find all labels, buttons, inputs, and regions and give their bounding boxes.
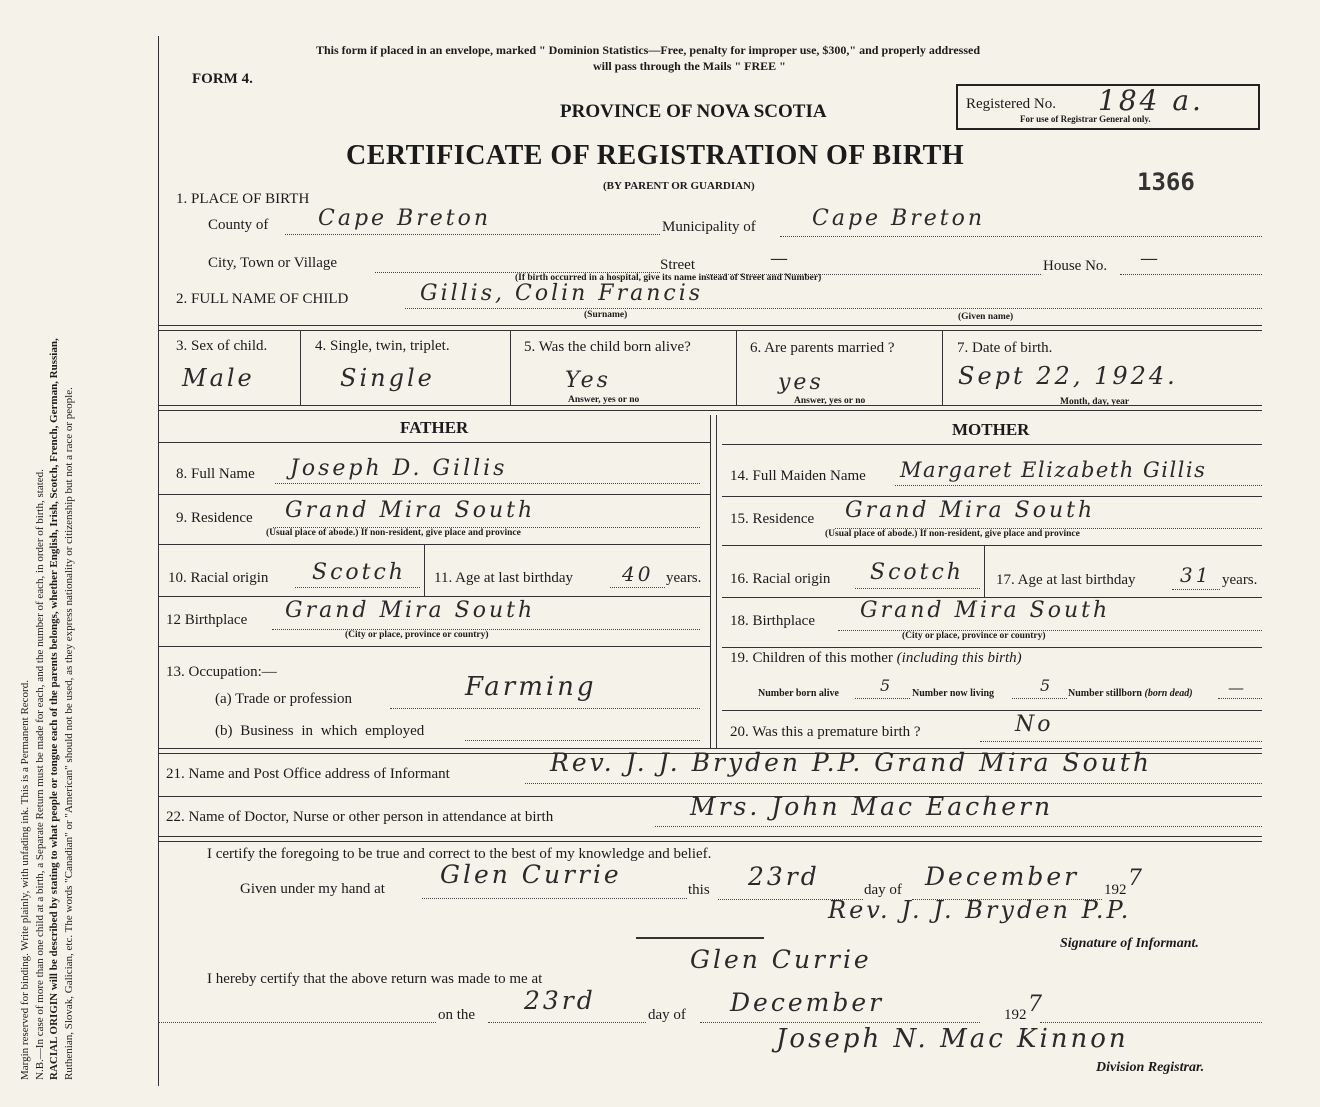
month-value: December xyxy=(925,862,1080,891)
sex-value: Male xyxy=(182,364,255,392)
informant-label: 21. Name and Post Office address of Informant xyxy=(166,766,450,782)
year-suffix: 7 xyxy=(1128,866,1145,891)
margin-line-2: N.B.—In case of more than one child at a birth, a Separate Return must be made for each, and the number of each, in order of birth, stated. xyxy=(33,469,46,1080)
registrar-note: For use of Registrar General only. xyxy=(1020,114,1151,124)
province-title: PROVINCE OF NOVA SCOTIA xyxy=(560,101,827,122)
form-number: FORM 4. xyxy=(192,71,253,87)
registrar-year-prefix: 192 xyxy=(1004,1007,1027,1023)
certify-text: I certify the foregoing to be true and correct to the best of my knowledge and belief. xyxy=(207,846,712,862)
house-label: House No. xyxy=(1043,258,1108,274)
street-label: Street xyxy=(660,257,695,273)
registrar-signature: Joseph N. Mac Kinnon xyxy=(776,1024,1129,1054)
dob-label: 7. Date of birth. xyxy=(957,340,1053,356)
father-name-value: Joseph D. Gillis xyxy=(290,456,508,481)
children-label: 19. Children of this mother (including this birth) xyxy=(730,650,1022,666)
mother-name-label: 14. Full Maiden Name xyxy=(730,468,866,484)
certificate-title: CERTIFICATE OF REGISTRATION OF BIRTH xyxy=(346,140,965,171)
certificate-subtitle: (BY PARENT OR GUARDIAN) xyxy=(603,180,755,192)
margin-line-4: Ruthenian, Slovak, Galician, etc. The words "Canadian" or "American" should not be used, as they express nationality or citizenship but not a race or people. xyxy=(62,387,75,1080)
mother-years: years. xyxy=(1222,572,1258,588)
mother-name-value: Margaret Elizabeth Gillis xyxy=(900,458,1207,482)
registrar-day-of-label: day of xyxy=(648,1007,686,1023)
day-of-label: day of xyxy=(864,882,902,898)
business-label: (b) Business in which employed xyxy=(215,723,425,739)
municipality-label: Municipality of xyxy=(662,219,756,235)
father-residence-note: (Usual place of abode.) If non-resident, give place and province xyxy=(266,528,521,538)
margin-line-1: Margin reserved for binding. Write plainly, with unfading ink. This is a Permanent Record. xyxy=(19,680,31,1080)
given-place: Glen Currie xyxy=(440,860,622,889)
given-name-note: (Given name) xyxy=(958,312,1014,322)
municipality-value: Cape Breton xyxy=(812,206,986,231)
this-label: this xyxy=(688,882,710,898)
single-label: 4. Single, twin, triplet. xyxy=(315,338,450,354)
registered-number-box xyxy=(956,84,1260,130)
on-the-label: on the xyxy=(438,1007,476,1023)
mother-age-value: 31 xyxy=(1180,563,1212,587)
mother-racial-value: Scotch xyxy=(870,560,964,585)
informant-value: Rev. J. J. Bryden P.P. Grand Mira South xyxy=(550,748,1152,777)
born-alive-label: Number born alive xyxy=(758,688,839,699)
father-name-label: 8. Full Name xyxy=(176,466,255,482)
dob-value: Sept 22, 1924. xyxy=(958,362,1178,390)
registrar-month-value: December xyxy=(730,988,885,1017)
alive-label: 5. Was the child born alive? xyxy=(524,339,691,355)
surname-note: (Surname) xyxy=(584,310,628,320)
sex-label: 3. Sex of child. xyxy=(176,338,268,354)
registrar-signature-label: Division Registrar. xyxy=(1096,1060,1205,1075)
house-value: — xyxy=(1140,248,1161,269)
city-label: City, Town or Village xyxy=(208,255,338,271)
binding-line xyxy=(158,36,159,1086)
father-age-label: 11. Age at last birthday xyxy=(434,570,573,586)
mother-residence-value: Grand Mira South xyxy=(845,498,1096,523)
stillborn-label: Number stillborn (born dead) xyxy=(1068,688,1193,699)
trade-value: Farming xyxy=(465,672,597,702)
mother-heading: MOTHER xyxy=(952,420,1030,439)
mother-racial-label: 16. Racial origin xyxy=(730,571,831,587)
father-residence-label: 9. Residence xyxy=(176,510,253,526)
attendant-value: Mrs. John Mac Eachern xyxy=(690,792,1054,821)
registrar-place: Glen Currie xyxy=(690,945,872,974)
premature-value: No xyxy=(1015,712,1054,737)
father-age-value: 40 xyxy=(622,562,654,586)
married-answer-note: Answer, yes or no xyxy=(794,396,866,406)
registered-label: Registered No. xyxy=(966,96,1056,112)
stamp-number: 1366 xyxy=(1137,168,1195,196)
postal-notice-2: will pass through the Mails " FREE " xyxy=(593,59,786,73)
premature-label: 20. Was this a premature birth ? xyxy=(730,724,921,740)
single-value: Single xyxy=(340,364,435,392)
informant-signature-label: Signature of Informant. xyxy=(1060,936,1199,951)
father-racial-value: Scotch xyxy=(312,560,406,585)
attendant-label: 22. Name of Doctor, Nurse or other person in attendance at birth xyxy=(166,809,554,825)
father-birthplace-label: 12 Birthplace xyxy=(166,612,248,628)
father-birthplace-note: (City or place, province or country) xyxy=(345,630,489,640)
alive-answer-note: Answer, yes or no xyxy=(568,395,640,405)
county-value: Cape Breton xyxy=(318,206,492,231)
father-birthplace-value: Grand Mira South xyxy=(285,598,536,623)
registered-value: 184 a. xyxy=(1098,84,1204,117)
place-section-title: 1. PLACE OF BIRTH xyxy=(176,191,310,207)
registrar-text: I hereby certify that the above return was made to me at xyxy=(207,971,543,987)
living-value: 5 xyxy=(1040,676,1054,695)
year-prefix: 192 xyxy=(1104,882,1127,898)
mother-birthplace-value: Grand Mira South xyxy=(860,598,1111,623)
day-value: 23rd xyxy=(748,862,820,891)
born-alive-value: 5 xyxy=(880,676,894,695)
child-name-label: 2. FULL NAME OF CHILD xyxy=(176,291,349,307)
informant-signature: Rev. J. J. Bryden P.P. xyxy=(828,896,1132,924)
child-name-value: Gillis, Colin Francis xyxy=(420,281,704,306)
father-racial-label: 10. Racial origin xyxy=(168,570,269,586)
married-value: yes xyxy=(778,370,824,395)
given-label: Given under my hand at xyxy=(240,881,385,897)
county-label: County of xyxy=(208,217,269,233)
margin-line-3: RACIAL ORIGIN will be described by stating to what people or tongue each of the parents belongs, whether English, Irish, Scotch, French, German, Russian, xyxy=(48,338,60,1080)
occupation-label: 13. Occupation:— xyxy=(166,664,277,680)
margin-instructions xyxy=(18,30,153,1080)
postal-notice-1: This form if placed in an envelope, marked " Dominion Statistics—Free, penalty for improper use, $300," and properly addressed xyxy=(316,43,981,57)
living-label: Number now living xyxy=(912,688,995,699)
registrar-day-value: 23rd xyxy=(524,986,596,1015)
mother-birthplace-note: (City or place, province or country) xyxy=(902,631,1046,641)
stillborn-value: — xyxy=(1228,678,1247,697)
alive-value: Yes xyxy=(565,368,611,393)
trade-label: (a) Trade or profession xyxy=(215,691,353,707)
father-residence-value: Grand Mira South xyxy=(285,498,536,523)
street-value: — xyxy=(770,248,791,269)
mother-age-label: 17. Age at last birthday xyxy=(996,572,1136,588)
mother-residence-label: 15. Residence xyxy=(730,511,815,527)
hospital-note: (If birth occurred in a hospital, give its name instead of Street and Number) xyxy=(515,273,822,283)
registrar-year-suffix: 7 xyxy=(1028,992,1045,1017)
married-label: 6. Are parents married ? xyxy=(750,340,895,356)
father-heading: FATHER xyxy=(400,418,469,437)
dob-note: Month, day, year xyxy=(1060,397,1130,407)
mother-residence-note: (Usual place of abode.) If non-resident, give place and province xyxy=(825,529,1080,539)
mother-birthplace-label: 18. Birthplace xyxy=(730,613,815,629)
father-years: years. xyxy=(666,570,702,586)
